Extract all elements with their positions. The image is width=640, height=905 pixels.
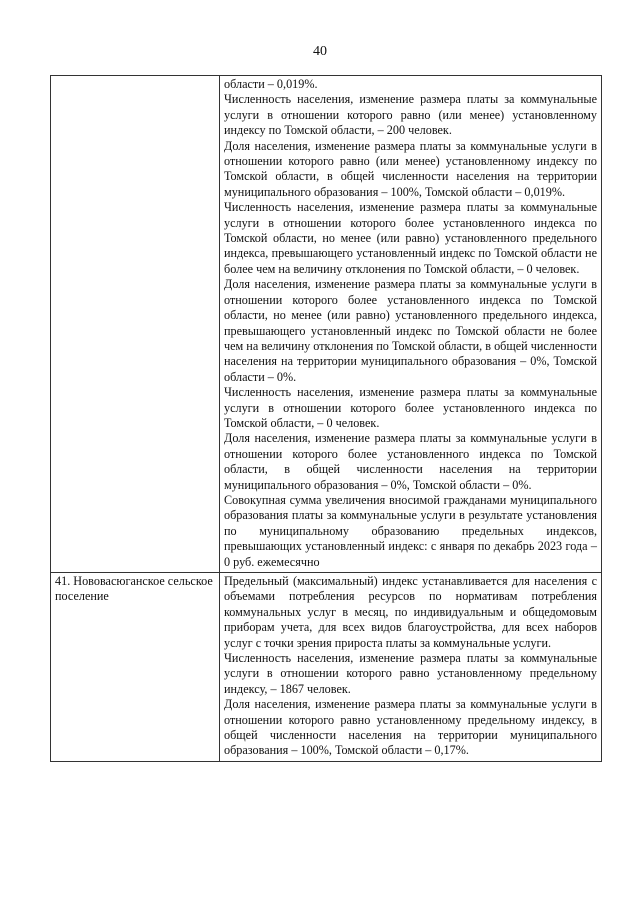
row-label-cell: 41. Нововасюганское сельское поселение: [51, 573, 220, 762]
data-table: [50, 75, 602, 762]
paragraph: области – 0,019%.: [224, 77, 318, 91]
paragraph: Численность населения, изменение размера платы за коммунальные услуги в отношении которого равно (или менее) установленному индексу по Томской области, – 200 человек.: [224, 92, 597, 138]
paragraph: Совокупная сумма увеличения вносимой гражданами муниципального образования платы за коммунальные услуги в результате установления по муниципальному образованию предельных индексов, превышающих установленный индекс: с января по декабрь 2023 года – 0 руб. ежемесячно: [224, 492, 597, 569]
paragraph: Доля населения, изменение размера платы за коммунальные услуги в отношении которого более установленного индекса по Томской области, но менее (или равно) установленного предельного индекса, превышающего установленный индекс по Томской области не более чем на величину отклонения по Томской области, в общей численности населения на территории муниципального образования – 0%, Томской области – 0%.: [224, 277, 597, 384]
paragraph: Численность населения, изменение размера платы за коммунальные услуги в отношении которого равно установленному предельному индексу, – 1867 человек.: [224, 651, 597, 696]
paragraph: Численность населения, изменение размера платы за коммунальные услуги в отношении которого более установленного индекса по Томской области, но менее (или равно) установленного предельного индекса, превышающего установленный индекс по Томской области не более чем на величину отклонения по Томской области, – 0 человек.: [224, 200, 597, 276]
paragraph: Численность населения, изменение размера платы за коммунальные услуги в отношении которого более установленного индекса по Томской области, – 0 человек.: [224, 385, 597, 430]
table-row: [51, 573, 602, 762]
row-content-cell: [220, 76, 602, 573]
paragraph: Доля населения, изменение размера платы за коммунальные услуги в отношении которого равно установленному предельному индексу, в общей численности населения на территории муниципального образования – 100%, Томской области – 0,17%.: [224, 697, 597, 758]
paragraph: Предельный (максимальный) индекс устанавливается для населения с объемами потребления ресурсов по нормативам потребления коммунальных услуг в месяц, по индивидуальным и общедомовым приборам учета, для всех видов благоустройства, для всех наборов услуг с точки зрения прироста платы за коммунальные услуги.: [224, 574, 597, 650]
row-content-cell: [220, 573, 602, 762]
paragraph: Доля населения, изменение размера платы за коммунальные услуги в отношении которого равно (или менее) установленному индексу по Томской области, в общей численности населения на территории муниципального образования – 100%, Томской области – 0,019%.: [224, 138, 597, 199]
row-label-cell: [51, 76, 220, 573]
paragraph: Доля населения, изменение размера платы за коммунальные услуги в отношении которого более установленного индекса по Томской области, в общей численности населения на территории муниципального образования – 0%, Томской области – 0%.: [224, 431, 597, 492]
table-row: [51, 76, 602, 573]
page-number: 40: [313, 44, 327, 59]
